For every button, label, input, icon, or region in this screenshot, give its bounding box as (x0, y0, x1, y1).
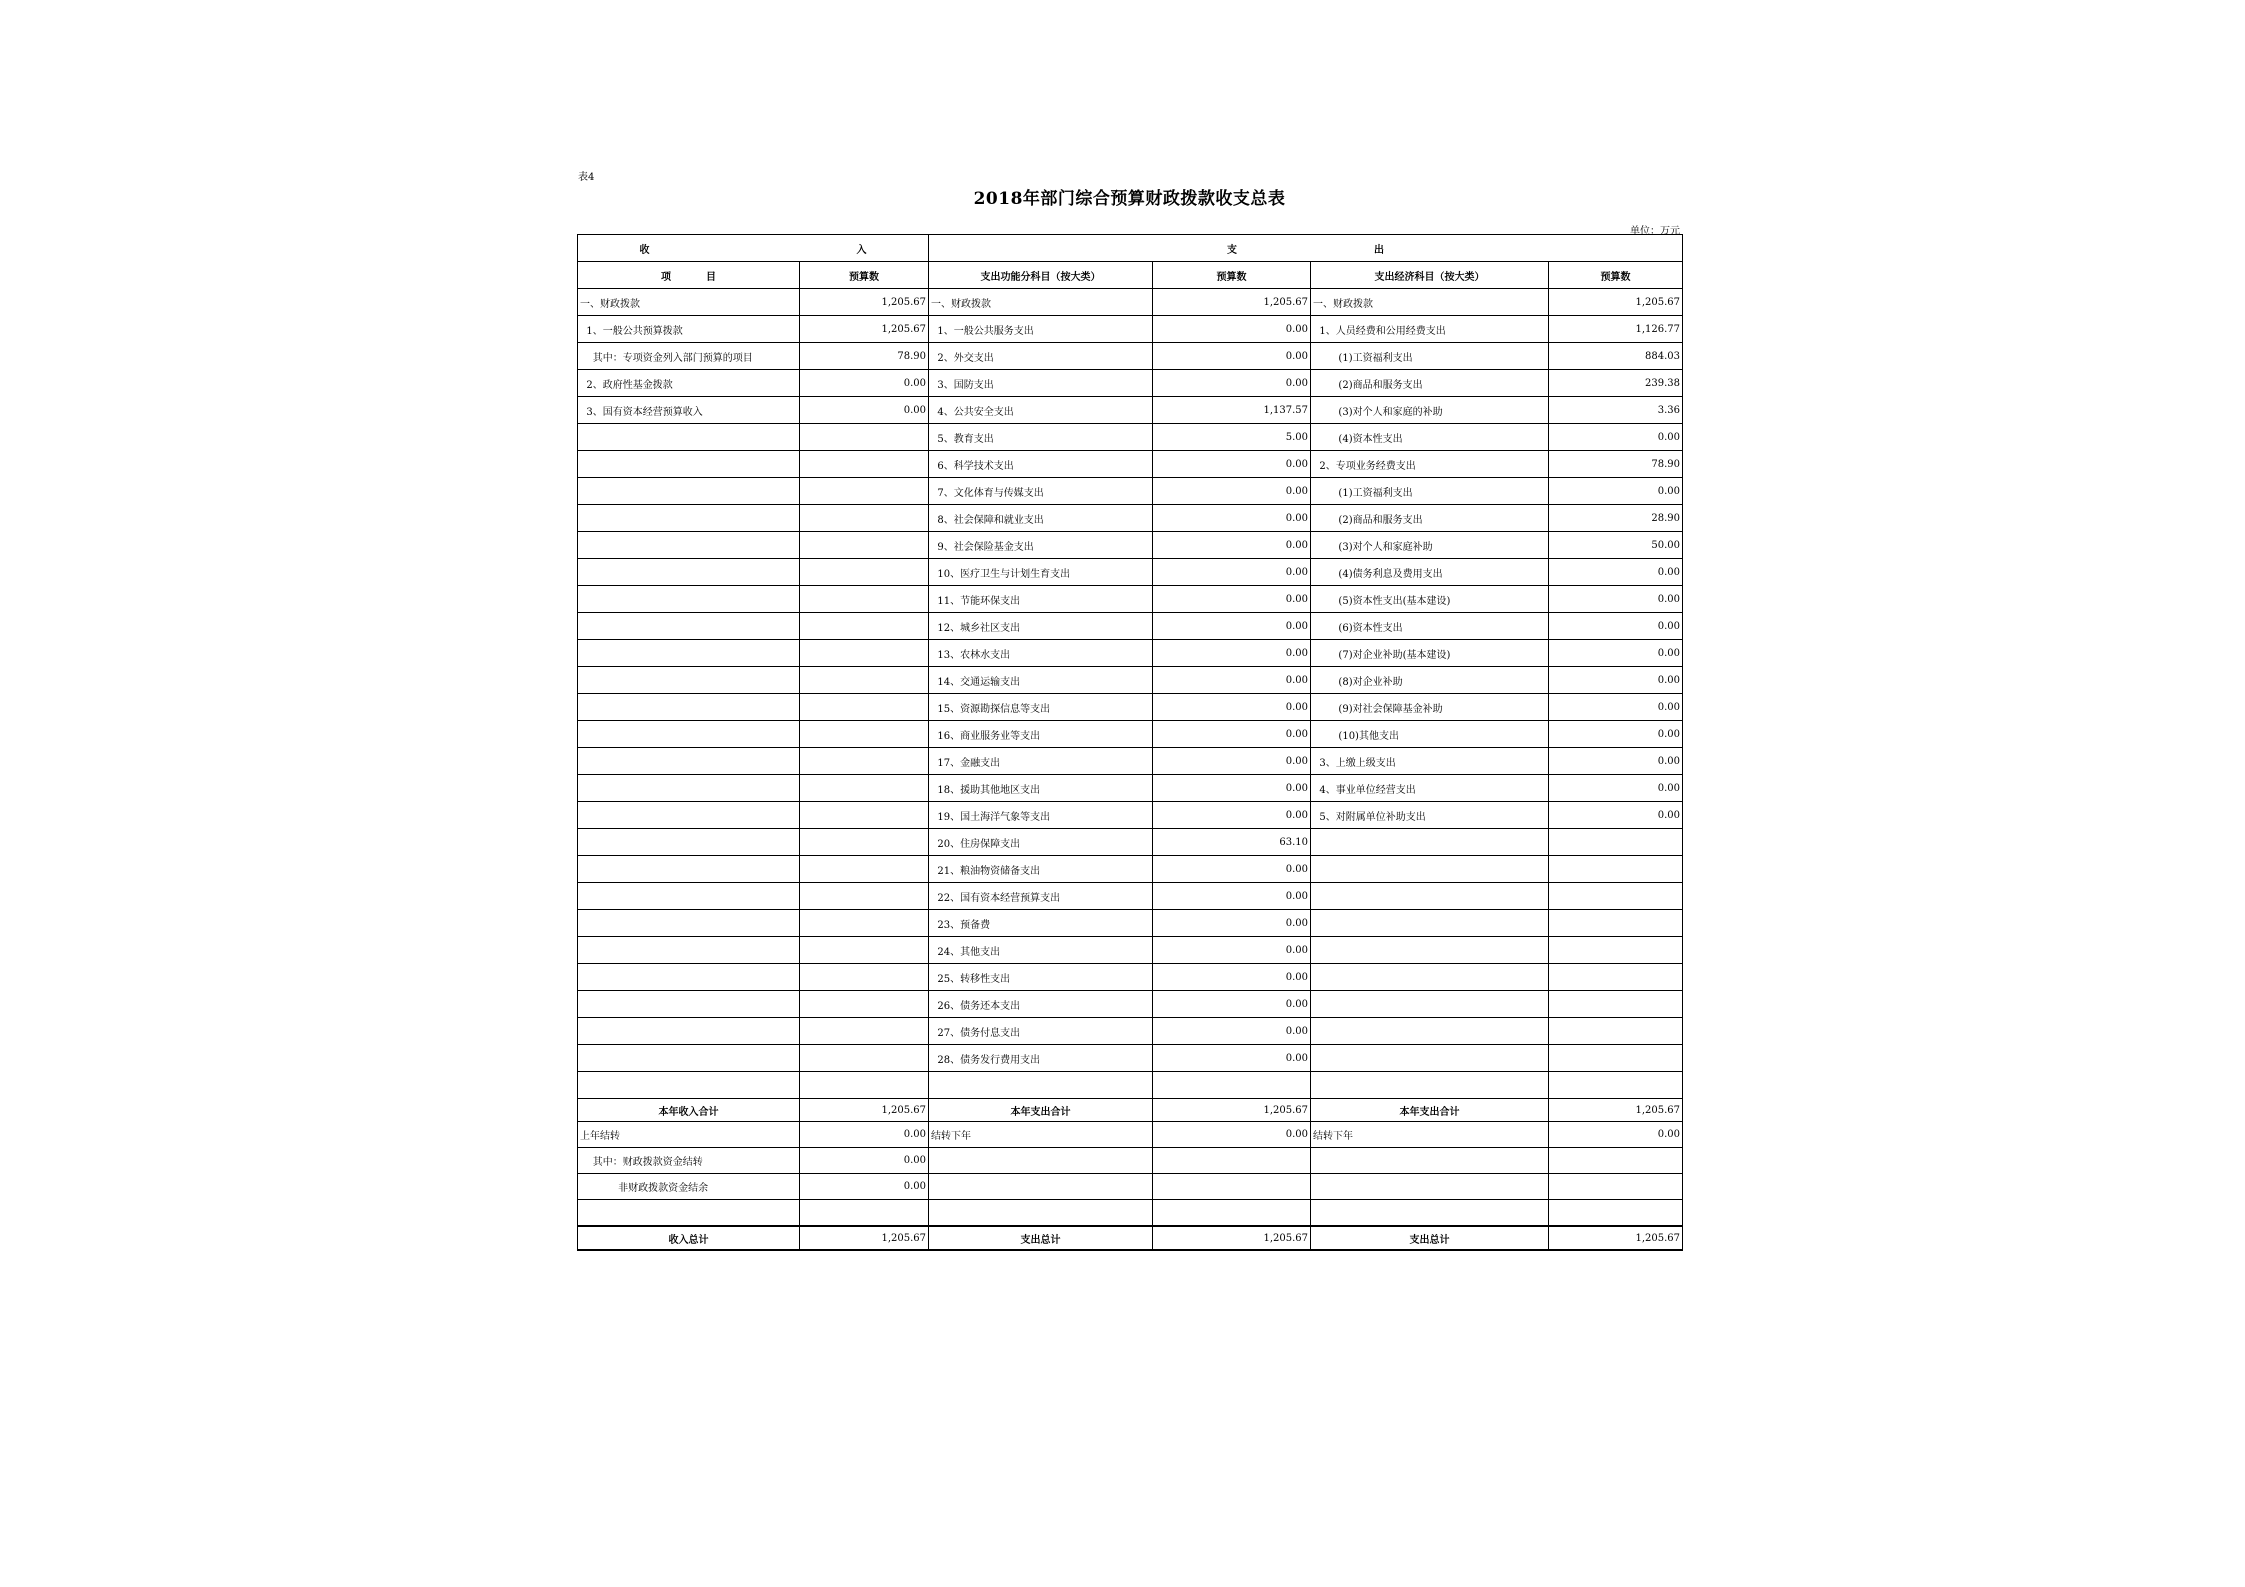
income-amount-cell (800, 1200, 929, 1227)
budget-table (577, 234, 1683, 1251)
income-group-header (578, 235, 929, 262)
econ-amount-cell: 0.00 (1549, 802, 1683, 829)
econ-item-cell (1311, 910, 1549, 937)
income-item-cell (578, 667, 800, 694)
econ-amount-cell (1549, 964, 1683, 991)
income-item-cell: 上年结转 (578, 1122, 800, 1148)
econ-item-cell (1311, 829, 1549, 856)
table-row (578, 802, 1683, 829)
group-header-row (578, 235, 1683, 262)
econ-amount-cell: 884.03 (1549, 343, 1683, 370)
table-row (578, 883, 1683, 910)
func-item-cell: 16、商业服务业等支出 (929, 721, 1153, 748)
table-row (578, 964, 1683, 991)
econ-item-cell: (3)对个人和家庭补助 (1311, 532, 1549, 559)
func-item-cell: 15、资源勘探信息等支出 (929, 694, 1153, 721)
econ-amount-cell: 0.00 (1549, 775, 1683, 802)
income-amount-cell: 0.00 (800, 1148, 929, 1174)
econ-amount-cell (1549, 856, 1683, 883)
table-row (578, 748, 1683, 775)
expense-group-b: 出 (1374, 244, 1384, 256)
econ-amount-cell: 0.00 (1549, 694, 1683, 721)
func-item-cell: 一、财政拨款 (929, 289, 1153, 316)
income-item-cell: 非财政拨款资金结余 (578, 1174, 800, 1200)
subtotal-func-amount: 1,205.67 (1153, 1099, 1311, 1122)
func-item-cell: 27、债务付息支出 (929, 1018, 1153, 1045)
econ-amount-cell: 0.00 (1549, 613, 1683, 640)
econ-amount-cell (1549, 1045, 1683, 1072)
income-item-cell (578, 883, 800, 910)
income-item-cell (578, 640, 800, 667)
total-econ-label: 支出总计 (1311, 1226, 1549, 1250)
table-row (578, 397, 1683, 424)
func-amount-cell (1153, 1072, 1311, 1099)
econ-item-cell (1311, 1072, 1549, 1099)
income-amount-cell (800, 451, 929, 478)
func-amount-cell: 0.00 (1153, 559, 1311, 586)
income-amount-cell (800, 910, 929, 937)
income-item-header (578, 262, 800, 289)
econ-amount-cell: 78.90 (1549, 451, 1683, 478)
econ-item-cell: 2、专项业务经费支出 (1311, 451, 1549, 478)
econ-item-cell: 一、财政拨款 (1311, 289, 1549, 316)
table-row (578, 829, 1683, 856)
table-row (578, 451, 1683, 478)
func-amount-cell: 0.00 (1153, 586, 1311, 613)
econ-amount-cell: 50.00 (1549, 532, 1683, 559)
table-row (578, 1148, 1683, 1174)
income-amount-cell (800, 505, 929, 532)
func-amount-cell (1153, 1200, 1311, 1227)
func-item-cell: 10、医疗卫生与计划生育支出 (929, 559, 1153, 586)
econ-item-cell (1311, 991, 1549, 1018)
table-row (578, 694, 1683, 721)
econ-amount-cell: 0.00 (1549, 478, 1683, 505)
table-row (578, 910, 1683, 937)
income-item-cell: 3、国有资本经营预算收入 (578, 397, 800, 424)
func-amount-cell: 0.00 (1153, 802, 1311, 829)
econ-item-cell: (9)对社会保障基金补助 (1311, 694, 1549, 721)
econ-item-cell (1311, 883, 1549, 910)
func-amount-cell: 0.00 (1153, 937, 1311, 964)
income-item-cell (578, 856, 800, 883)
func-amount-cell: 0.00 (1153, 775, 1311, 802)
income-item-cell (578, 451, 800, 478)
income-amount-cell: 0.00 (800, 370, 929, 397)
table-row (578, 1018, 1683, 1045)
econ-item-header: 支出经济科目（按大类） (1311, 262, 1549, 289)
income-amount-cell (800, 667, 929, 694)
income-item-cell (578, 1045, 800, 1072)
income-amount-header: 预算数 (800, 262, 929, 289)
econ-item-cell: (2)商品和服务支出 (1311, 505, 1549, 532)
econ-amount-cell (1549, 883, 1683, 910)
total-income-label: 收入总计 (578, 1226, 800, 1250)
total-econ-amount: 1,205.67 (1549, 1226, 1683, 1250)
func-item-cell: 结转下年 (929, 1122, 1153, 1148)
econ-item-cell: (1)工资福利支出 (1311, 343, 1549, 370)
income-amount-cell: 0.00 (800, 1122, 929, 1148)
func-item-cell: 1、一般公共服务支出 (929, 316, 1153, 343)
table-row (578, 316, 1683, 343)
income-amount-cell (800, 559, 929, 586)
func-amount-cell: 0.00 (1153, 505, 1311, 532)
econ-item-cell (1311, 1200, 1549, 1227)
func-amount-cell: 1,205.67 (1153, 289, 1311, 316)
func-item-cell: 9、社会保险基金支出 (929, 532, 1153, 559)
income-item-cell (578, 748, 800, 775)
econ-amount-cell: 239.38 (1549, 370, 1683, 397)
income-item-cell (578, 829, 800, 856)
func-amount-cell: 0.00 (1153, 1045, 1311, 1072)
unit-label: 单位：万元 (1630, 226, 1680, 237)
func-item-cell: 6、科学技术支出 (929, 451, 1153, 478)
income-amount-cell (800, 802, 929, 829)
income-item-cell (578, 424, 800, 451)
income-item-cell (578, 1072, 800, 1099)
econ-amount-header: 预算数 (1549, 262, 1683, 289)
income-amount-cell (800, 1072, 929, 1099)
econ-item-cell: (5)资本性支出(基本建设) (1311, 586, 1549, 613)
table-row (578, 721, 1683, 748)
econ-item-cell: (7)对企业补助(基本建设) (1311, 640, 1549, 667)
income-item-cell (578, 1200, 800, 1227)
func-amount-cell: 0.00 (1153, 910, 1311, 937)
income-amount-cell (800, 478, 929, 505)
func-item-cell: 18、援助其他地区支出 (929, 775, 1153, 802)
econ-amount-cell: 0.00 (1549, 748, 1683, 775)
income-item-cell: 2、政府性基金拨款 (578, 370, 800, 397)
econ-amount-cell (1549, 937, 1683, 964)
total-func-amount: 1,205.67 (1153, 1226, 1311, 1250)
income-item-cell (578, 910, 800, 937)
econ-amount-cell: 3.36 (1549, 397, 1683, 424)
func-amount-cell: 0.00 (1153, 694, 1311, 721)
func-amount-cell: 63.10 (1153, 829, 1311, 856)
table-row (578, 289, 1683, 316)
carry-section (578, 1122, 1683, 1227)
econ-amount-cell (1549, 829, 1683, 856)
table-row (578, 1072, 1683, 1099)
income-amount-cell: 0.00 (800, 1174, 929, 1200)
table-row (578, 856, 1683, 883)
econ-item-cell (1311, 964, 1549, 991)
func-item-cell: 26、债务还本支出 (929, 991, 1153, 1018)
econ-amount-cell (1549, 1072, 1683, 1099)
income-amount-cell: 0.00 (800, 397, 929, 424)
econ-amount-cell (1549, 1018, 1683, 1045)
func-item-cell: 12、城乡社区支出 (929, 613, 1153, 640)
func-item-cell: 8、社会保障和就业支出 (929, 505, 1153, 532)
econ-amount-cell: 1,126.77 (1549, 316, 1683, 343)
total-func-label: 支出总计 (929, 1226, 1153, 1250)
income-item-cell (578, 559, 800, 586)
income-item-cell (578, 775, 800, 802)
income-amount-cell (800, 613, 929, 640)
income-item-cell (578, 1018, 800, 1045)
econ-amount-cell: 0.00 (1549, 1122, 1683, 1148)
sheet-label: 表4 (578, 172, 595, 183)
table-row (578, 991, 1683, 1018)
income-item-cell: 其中：财政拨款资金结转 (578, 1148, 800, 1174)
func-amount-cell: 0.00 (1153, 991, 1311, 1018)
func-amount-cell: 0.00 (1153, 370, 1311, 397)
income-item-header-b: 目 (705, 271, 716, 283)
econ-item-cell (1311, 1045, 1549, 1072)
income-item-cell (578, 478, 800, 505)
table-row (578, 775, 1683, 802)
subtotal-econ-amount: 1,205.67 (1549, 1099, 1683, 1122)
econ-item-cell: (1)工资福利支出 (1311, 478, 1549, 505)
func-amount-cell (1153, 1174, 1311, 1200)
econ-amount-cell (1549, 1174, 1683, 1200)
func-amount-cell: 0.00 (1153, 316, 1311, 343)
func-amount-cell: 0.00 (1153, 613, 1311, 640)
func-item-cell: 5、教育支出 (929, 424, 1153, 451)
econ-item-cell: 1、人员经费和公用经费支出 (1311, 316, 1549, 343)
table-row (578, 532, 1683, 559)
econ-item-cell (1311, 1018, 1549, 1045)
func-item-cell: 28、债务发行费用支出 (929, 1045, 1153, 1072)
econ-item-cell (1311, 1174, 1549, 1200)
econ-amount-cell (1549, 1148, 1683, 1174)
econ-item-cell: (4)债务利息及费用支出 (1311, 559, 1549, 586)
expense-group-a: 支 (1227, 244, 1238, 256)
func-item-cell: 24、其他支出 (929, 937, 1153, 964)
func-amount-cell: 0.00 (1153, 721, 1311, 748)
func-amount-cell: 0.00 (1153, 1122, 1311, 1148)
func-item-cell: 11、节能环保支出 (929, 586, 1153, 613)
subtotal-func-label: 本年支出合计 (929, 1099, 1153, 1122)
econ-item-cell: (3)对个人和家庭的补助 (1311, 397, 1549, 424)
income-amount-cell (800, 586, 929, 613)
func-amount-cell: 0.00 (1153, 964, 1311, 991)
total-income-amount: 1,205.67 (800, 1226, 929, 1250)
econ-item-cell: (10)其他支出 (1311, 721, 1549, 748)
econ-item-cell: (6)资本性支出 (1311, 613, 1549, 640)
func-amount-cell: 0.00 (1153, 640, 1311, 667)
income-item-cell (578, 505, 800, 532)
income-amount-cell (800, 694, 929, 721)
table-row (578, 640, 1683, 667)
income-group-b: 入 (856, 244, 867, 256)
econ-amount-cell (1549, 991, 1683, 1018)
econ-amount-cell: 0.00 (1549, 667, 1683, 694)
income-item-cell: 一、财政拨款 (578, 289, 800, 316)
func-amount-cell: 5.00 (1153, 424, 1311, 451)
income-item-cell (578, 991, 800, 1018)
table-row (578, 667, 1683, 694)
func-item-cell (929, 1200, 1153, 1227)
func-item-cell: 3、国防支出 (929, 370, 1153, 397)
econ-amount-cell: 1,205.67 (1549, 289, 1683, 316)
func-item-cell: 7、文化体育与传媒支出 (929, 478, 1153, 505)
func-amount-cell: 0.00 (1153, 478, 1311, 505)
income-item-cell (578, 802, 800, 829)
income-group-a: 收 (639, 244, 650, 256)
income-amount-cell: 1,205.67 (800, 289, 929, 316)
func-amount-header: 预算数 (1153, 262, 1311, 289)
func-item-cell (929, 1148, 1153, 1174)
table-row (578, 937, 1683, 964)
econ-amount-cell: 0.00 (1549, 640, 1683, 667)
econ-item-cell: 5、对附属单位补助支出 (1311, 802, 1549, 829)
func-amount-cell: 0.00 (1153, 451, 1311, 478)
income-amount-cell (800, 829, 929, 856)
income-amount-cell (800, 964, 929, 991)
expense-group-header (929, 235, 1683, 262)
income-amount-cell (800, 1018, 929, 1045)
func-amount-cell (1153, 1148, 1311, 1174)
table-row (578, 370, 1683, 397)
func-item-cell: 20、住房保障支出 (929, 829, 1153, 856)
func-amount-cell: 0.00 (1153, 1018, 1311, 1045)
table-row (578, 1200, 1683, 1227)
subtotal-row (578, 1099, 1683, 1122)
func-item-cell: 23、预备费 (929, 910, 1153, 937)
income-amount-cell: 1,205.67 (800, 316, 929, 343)
income-item-cell (578, 613, 800, 640)
income-item-header-a: 项 (661, 271, 672, 283)
func-item-cell: 17、金融支出 (929, 748, 1153, 775)
func-item-cell: 19、国土海洋气象等支出 (929, 802, 1153, 829)
func-amount-cell: 0.00 (1153, 532, 1311, 559)
income-item-cell (578, 964, 800, 991)
income-amount-cell (800, 424, 929, 451)
table-row (578, 343, 1683, 370)
income-amount-cell (800, 532, 929, 559)
table-row (578, 586, 1683, 613)
subtotal-income-label: 本年收入合计 (578, 1099, 800, 1122)
table-row (578, 505, 1683, 532)
income-amount-cell (800, 991, 929, 1018)
table-row (578, 1174, 1683, 1200)
income-item-cell: 1、一般公共预算拨款 (578, 316, 800, 343)
table-row (578, 1122, 1683, 1148)
income-item-cell (578, 937, 800, 964)
func-amount-cell: 0.00 (1153, 343, 1311, 370)
econ-amount-cell: 0.00 (1549, 721, 1683, 748)
table-body (578, 289, 1683, 1099)
func-item-cell: 21、粮油物资储备支出 (929, 856, 1153, 883)
subtotal-econ-label: 本年支出合计 (1311, 1099, 1549, 1122)
func-item-cell: 2、外交支出 (929, 343, 1153, 370)
func-item-header: 支出功能分科目（按大类） (929, 262, 1153, 289)
econ-item-cell: 结转下年 (1311, 1122, 1549, 1148)
econ-amount-cell: 28.90 (1549, 505, 1683, 532)
func-item-cell: 14、交通运输支出 (929, 667, 1153, 694)
econ-item-cell: 4、事业单位经营支出 (1311, 775, 1549, 802)
func-item-cell (929, 1072, 1153, 1099)
econ-amount-cell (1549, 910, 1683, 937)
func-item-cell: 22、国有资本经营预算支出 (929, 883, 1153, 910)
econ-item-cell (1311, 1148, 1549, 1174)
subtotal-income-amount: 1,205.67 (800, 1099, 929, 1122)
table-row (578, 1045, 1683, 1072)
table-row (578, 559, 1683, 586)
income-amount-cell (800, 937, 929, 964)
table-row (578, 424, 1683, 451)
income-amount-cell: 78.90 (800, 343, 929, 370)
income-amount-cell (800, 721, 929, 748)
func-item-cell: 25、转移性支出 (929, 964, 1153, 991)
econ-item-cell (1311, 937, 1549, 964)
table-row (578, 613, 1683, 640)
income-item-cell (578, 586, 800, 613)
table-row (578, 478, 1683, 505)
column-header-row (578, 262, 1683, 289)
income-amount-cell (800, 775, 929, 802)
func-amount-cell: 0.00 (1153, 856, 1311, 883)
income-item-cell: 其中：专项资金列入部门预算的项目 (578, 343, 800, 370)
econ-item-cell: (4)资本性支出 (1311, 424, 1549, 451)
income-amount-cell (800, 883, 929, 910)
func-amount-cell: 0.00 (1153, 667, 1311, 694)
income-item-cell (578, 721, 800, 748)
func-amount-cell: 0.00 (1153, 883, 1311, 910)
econ-item-cell: (8)对企业补助 (1311, 667, 1549, 694)
func-amount-cell: 1,137.57 (1153, 397, 1311, 424)
income-amount-cell (800, 856, 929, 883)
econ-amount-cell: 0.00 (1549, 424, 1683, 451)
func-item-cell (929, 1174, 1153, 1200)
econ-item-cell (1311, 856, 1549, 883)
income-item-cell (578, 694, 800, 721)
total-row (578, 1226, 1683, 1250)
func-item-cell: 13、农林水支出 (929, 640, 1153, 667)
econ-item-cell: 3、上缴上级支出 (1311, 748, 1549, 775)
income-amount-cell (800, 748, 929, 775)
econ-item-cell: (2)商品和服务支出 (1311, 370, 1549, 397)
func-item-cell: 4、公共安全支出 (929, 397, 1153, 424)
income-item-cell (578, 532, 800, 559)
econ-amount-cell: 0.00 (1549, 559, 1683, 586)
document-title: 2018年部门综合预算财政拨款收支总表 (973, 189, 1286, 209)
econ-amount-cell: 0.00 (1549, 586, 1683, 613)
income-amount-cell (800, 1045, 929, 1072)
econ-amount-cell (1549, 1200, 1683, 1227)
income-amount-cell (800, 640, 929, 667)
func-amount-cell: 0.00 (1153, 748, 1311, 775)
